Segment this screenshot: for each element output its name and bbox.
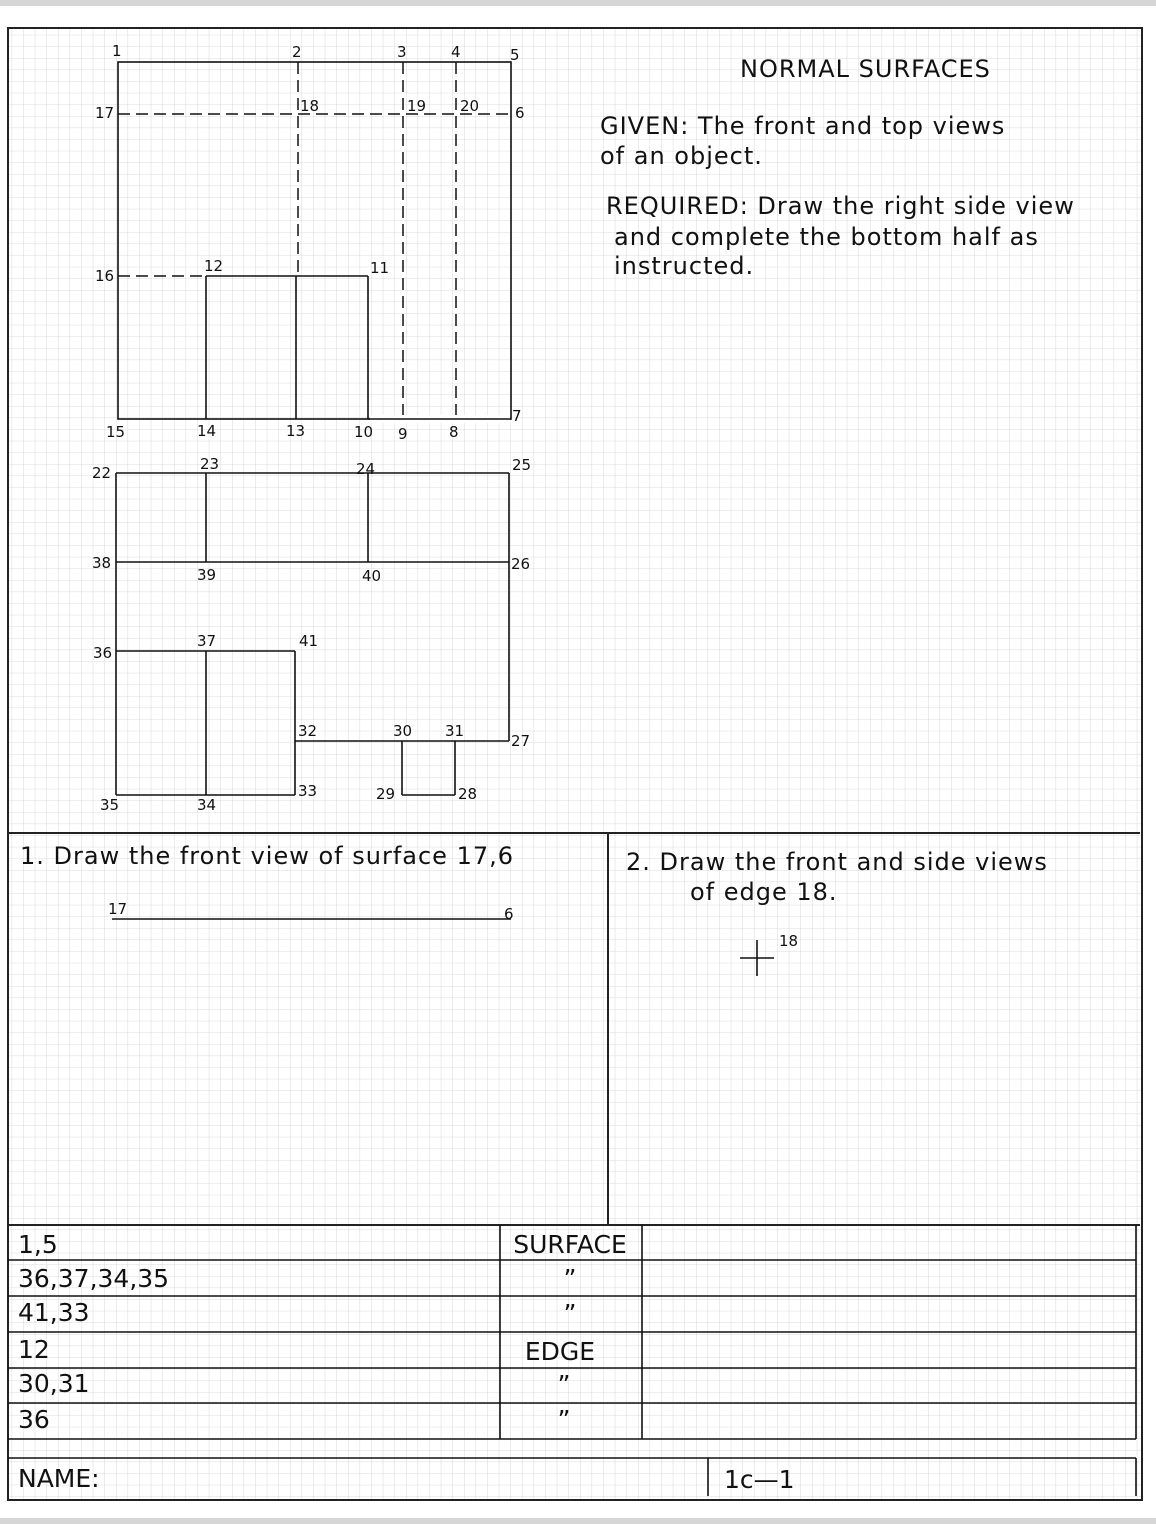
- pt-label: 1: [112, 42, 122, 60]
- pt-label: 22: [92, 464, 112, 482]
- answer-cell-2[interactable]: [644, 1262, 1134, 1294]
- pt-label: 18: [300, 97, 320, 115]
- sheet-id: 1c—1: [724, 1465, 795, 1494]
- pt-label: 39: [197, 566, 217, 584]
- table-cell-type: ”: [563, 1264, 577, 1293]
- pt-label: 37: [197, 632, 217, 650]
- required-line: and complete the bottom half as: [614, 223, 1039, 251]
- pt-label: 34: [197, 796, 217, 814]
- pt-label: 28: [458, 785, 478, 803]
- answer-cell-6[interactable]: [644, 1405, 1134, 1437]
- task-2-prompt: of edge 18.: [690, 878, 838, 906]
- pt-label: 31: [445, 722, 465, 740]
- pt-label: 26: [511, 555, 531, 573]
- pt-label: 24: [356, 460, 376, 478]
- pt-label: 10: [354, 423, 374, 441]
- pt-label: 13: [286, 422, 306, 440]
- pt-label: 16: [95, 267, 115, 285]
- pt-label: 9: [398, 425, 408, 443]
- pt-label: 6: [515, 104, 525, 122]
- table-cell-id: 36: [18, 1405, 50, 1434]
- answer-cell-5[interactable]: [644, 1370, 1134, 1402]
- required-line: instructed.: [614, 252, 755, 280]
- given-line: of an object.: [600, 142, 763, 170]
- pt-label: 4: [451, 43, 461, 61]
- name-label: NAME:: [18, 1464, 100, 1493]
- table-cell-id: 12: [18, 1335, 50, 1364]
- task-1-prompt: 1. Draw the front view of surface 17,6: [20, 842, 514, 870]
- table-cell-type: ”: [557, 1370, 571, 1399]
- pt-label: 7: [512, 407, 522, 425]
- table-cell-type: EDGE: [524, 1337, 596, 1366]
- pt-label: 5: [510, 46, 520, 64]
- pt-label: 35: [100, 796, 120, 814]
- pt-label: 27: [511, 732, 531, 750]
- page-title: NORMAL SURFACES: [740, 55, 991, 83]
- answer-cell-4[interactable]: [644, 1334, 1134, 1366]
- pt-label: 6: [504, 905, 514, 923]
- pt-label: 11: [370, 259, 390, 277]
- pt-label: 17: [108, 900, 128, 918]
- pt-label: 19: [407, 97, 427, 115]
- pt-label: 17: [95, 104, 115, 122]
- pt-label: 25: [512, 456, 532, 474]
- required-line: REQUIRED: Draw the right side view: [606, 192, 1075, 220]
- answer-cell-1[interactable]: [644, 1227, 1134, 1259]
- pt-label: 33: [298, 782, 318, 800]
- pt-label: 23: [200, 455, 220, 473]
- task-2-prompt: 2. Draw the front and side views: [626, 848, 1048, 876]
- pt-label: 12: [204, 257, 224, 275]
- pt-label: 41: [299, 632, 319, 650]
- table-cell-id: 41,33: [18, 1298, 90, 1327]
- name-field[interactable]: [130, 1462, 700, 1494]
- answer-cell-3[interactable]: [644, 1298, 1134, 1330]
- pt-label: 38: [92, 554, 112, 572]
- pt-label: 8: [449, 423, 459, 441]
- pt-label: 3: [397, 43, 407, 61]
- pt-label: 20: [460, 97, 480, 115]
- pt-label: 18: [779, 932, 799, 950]
- table-cell-id: 36,37,34,35: [18, 1264, 170, 1293]
- given-line: GIVEN: The front and top views: [600, 112, 1006, 140]
- pt-label: 14: [197, 422, 217, 440]
- pt-label: 32: [298, 722, 318, 740]
- pt-label: 29: [376, 785, 396, 803]
- table-cell-id: 30,31: [18, 1369, 90, 1398]
- pt-label: 2: [292, 43, 302, 61]
- table-cell-id: 1,5: [18, 1230, 58, 1259]
- table-cell-type: ”: [557, 1405, 571, 1434]
- pt-label: 36: [93, 644, 113, 662]
- pt-label: 40: [362, 567, 382, 585]
- pt-label: 30: [393, 722, 413, 740]
- table-cell-type: ”: [563, 1299, 577, 1328]
- pt-label: 15: [106, 423, 126, 441]
- table-cell-type: SURFACE: [513, 1230, 627, 1259]
